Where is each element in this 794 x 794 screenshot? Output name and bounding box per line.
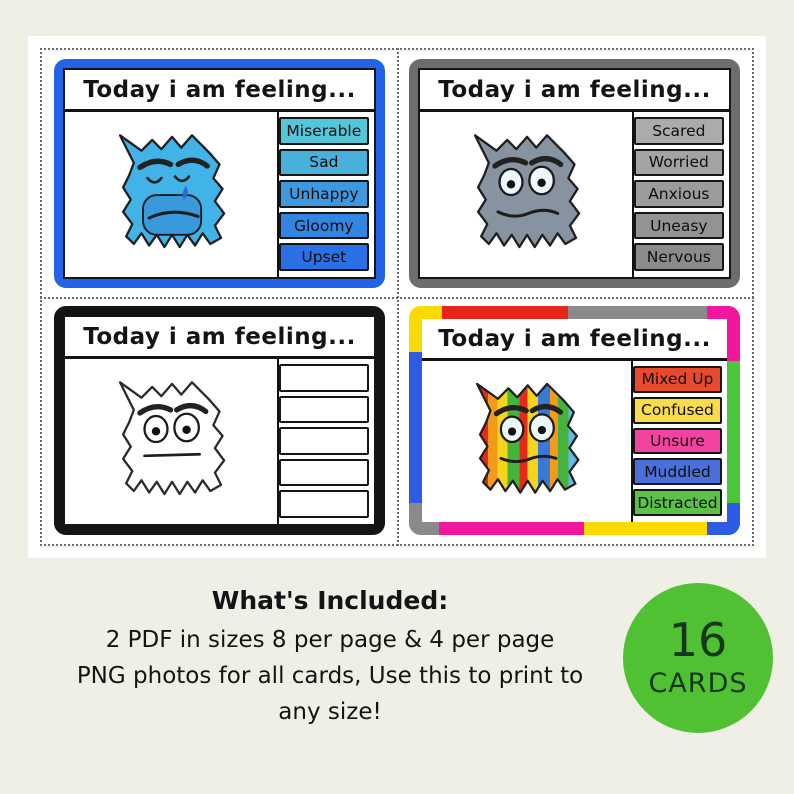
multicolor-border-top [409,306,740,319]
included-line-2: PNG photos for all cards, Use this to print to [76,663,584,689]
blank-word-box [279,427,369,455]
rainbow-monster-icon [428,366,629,515]
card-sad-body [65,112,374,277]
feeling-card-sad [54,59,385,288]
feeling-word-unsure: Unsure [633,428,722,455]
blank-sketch-monster-illustration [65,359,277,524]
card-mixed-up-word-list [631,361,727,522]
multicolor-border-left [409,306,422,535]
card-blank-body [65,359,374,524]
whats-included-heading: What's Included: [211,586,449,615]
cards-grid [42,50,752,544]
feeling-word-uneasy: Uneasy [634,212,724,240]
card-blank-word-list [277,359,374,524]
card-scared-inner [418,68,731,279]
card-sad-inner [63,68,376,279]
card-blank-inner [63,315,376,526]
blank-word-box [279,490,369,518]
feeling-word-miserable: Miserable [279,117,369,145]
card-mixed-up-inner [422,319,727,522]
card-cell-mixed-up [397,297,752,544]
card-sad-title: Today i am feeling... [65,70,374,112]
card-scared-title: Today i am feeling... [420,70,729,112]
blank-word-box [279,459,369,487]
card-cell-scared [397,50,752,297]
rainbow-monster-illustration [422,361,631,522]
card-cell-sad [42,50,397,297]
sketch-monster-icon [71,364,275,517]
cards-count-number: 16 [668,613,728,667]
feeling-word-scared: Scared [634,117,724,145]
included-line-1: 2 PDF in sizes 8 per page & 4 per page [105,627,555,653]
feeling-word-distracted: Distracted [633,489,722,516]
footer [0,574,794,754]
feeling-word-muddled: Muddled [633,458,722,485]
feeling-word-confused: Confused [633,397,722,424]
card-cell-blank [42,297,397,544]
blue-sad-monster-illustration [65,112,277,277]
feeling-card-mixed-up [409,306,740,535]
card-mixed-up-title: Today i am feeling... [422,319,727,361]
whats-included-text [25,586,635,730]
card-blank-title: Today i am feeling... [65,317,374,359]
multicolor-border-bottom [409,522,740,535]
feeling-card-blank [54,306,385,535]
card-sad-word-list [277,112,374,277]
cards-count-label: CARDS [648,668,748,699]
feeling-word-unhappy: Unhappy [279,180,369,208]
card-scared-body [420,112,729,277]
feeling-word-gloomy: Gloomy [279,212,369,240]
feeling-word-sad: Sad [279,149,369,177]
cards-count-badge [623,583,773,733]
card-mixed-up-body [422,361,727,522]
blue-monster-icon [71,117,275,270]
feeling-card-scared [409,59,740,288]
feeling-word-anxious: Anxious [634,180,724,208]
feeling-word-upset: Upset [279,243,369,271]
multicolor-border-right [727,306,740,535]
feeling-word-nervous: Nervous [634,243,724,271]
feeling-word-mixed-up: Mixed Up [633,366,722,393]
included-line-3: any size! [278,699,382,725]
card-scared-word-list [632,112,729,277]
blank-word-box [279,396,369,424]
gray-scared-monster-illustration [420,112,632,277]
gray-monster-icon [426,117,630,270]
blank-word-box [279,364,369,392]
printable-cards-sheet [28,36,766,558]
feeling-word-worried: Worried [634,149,724,177]
